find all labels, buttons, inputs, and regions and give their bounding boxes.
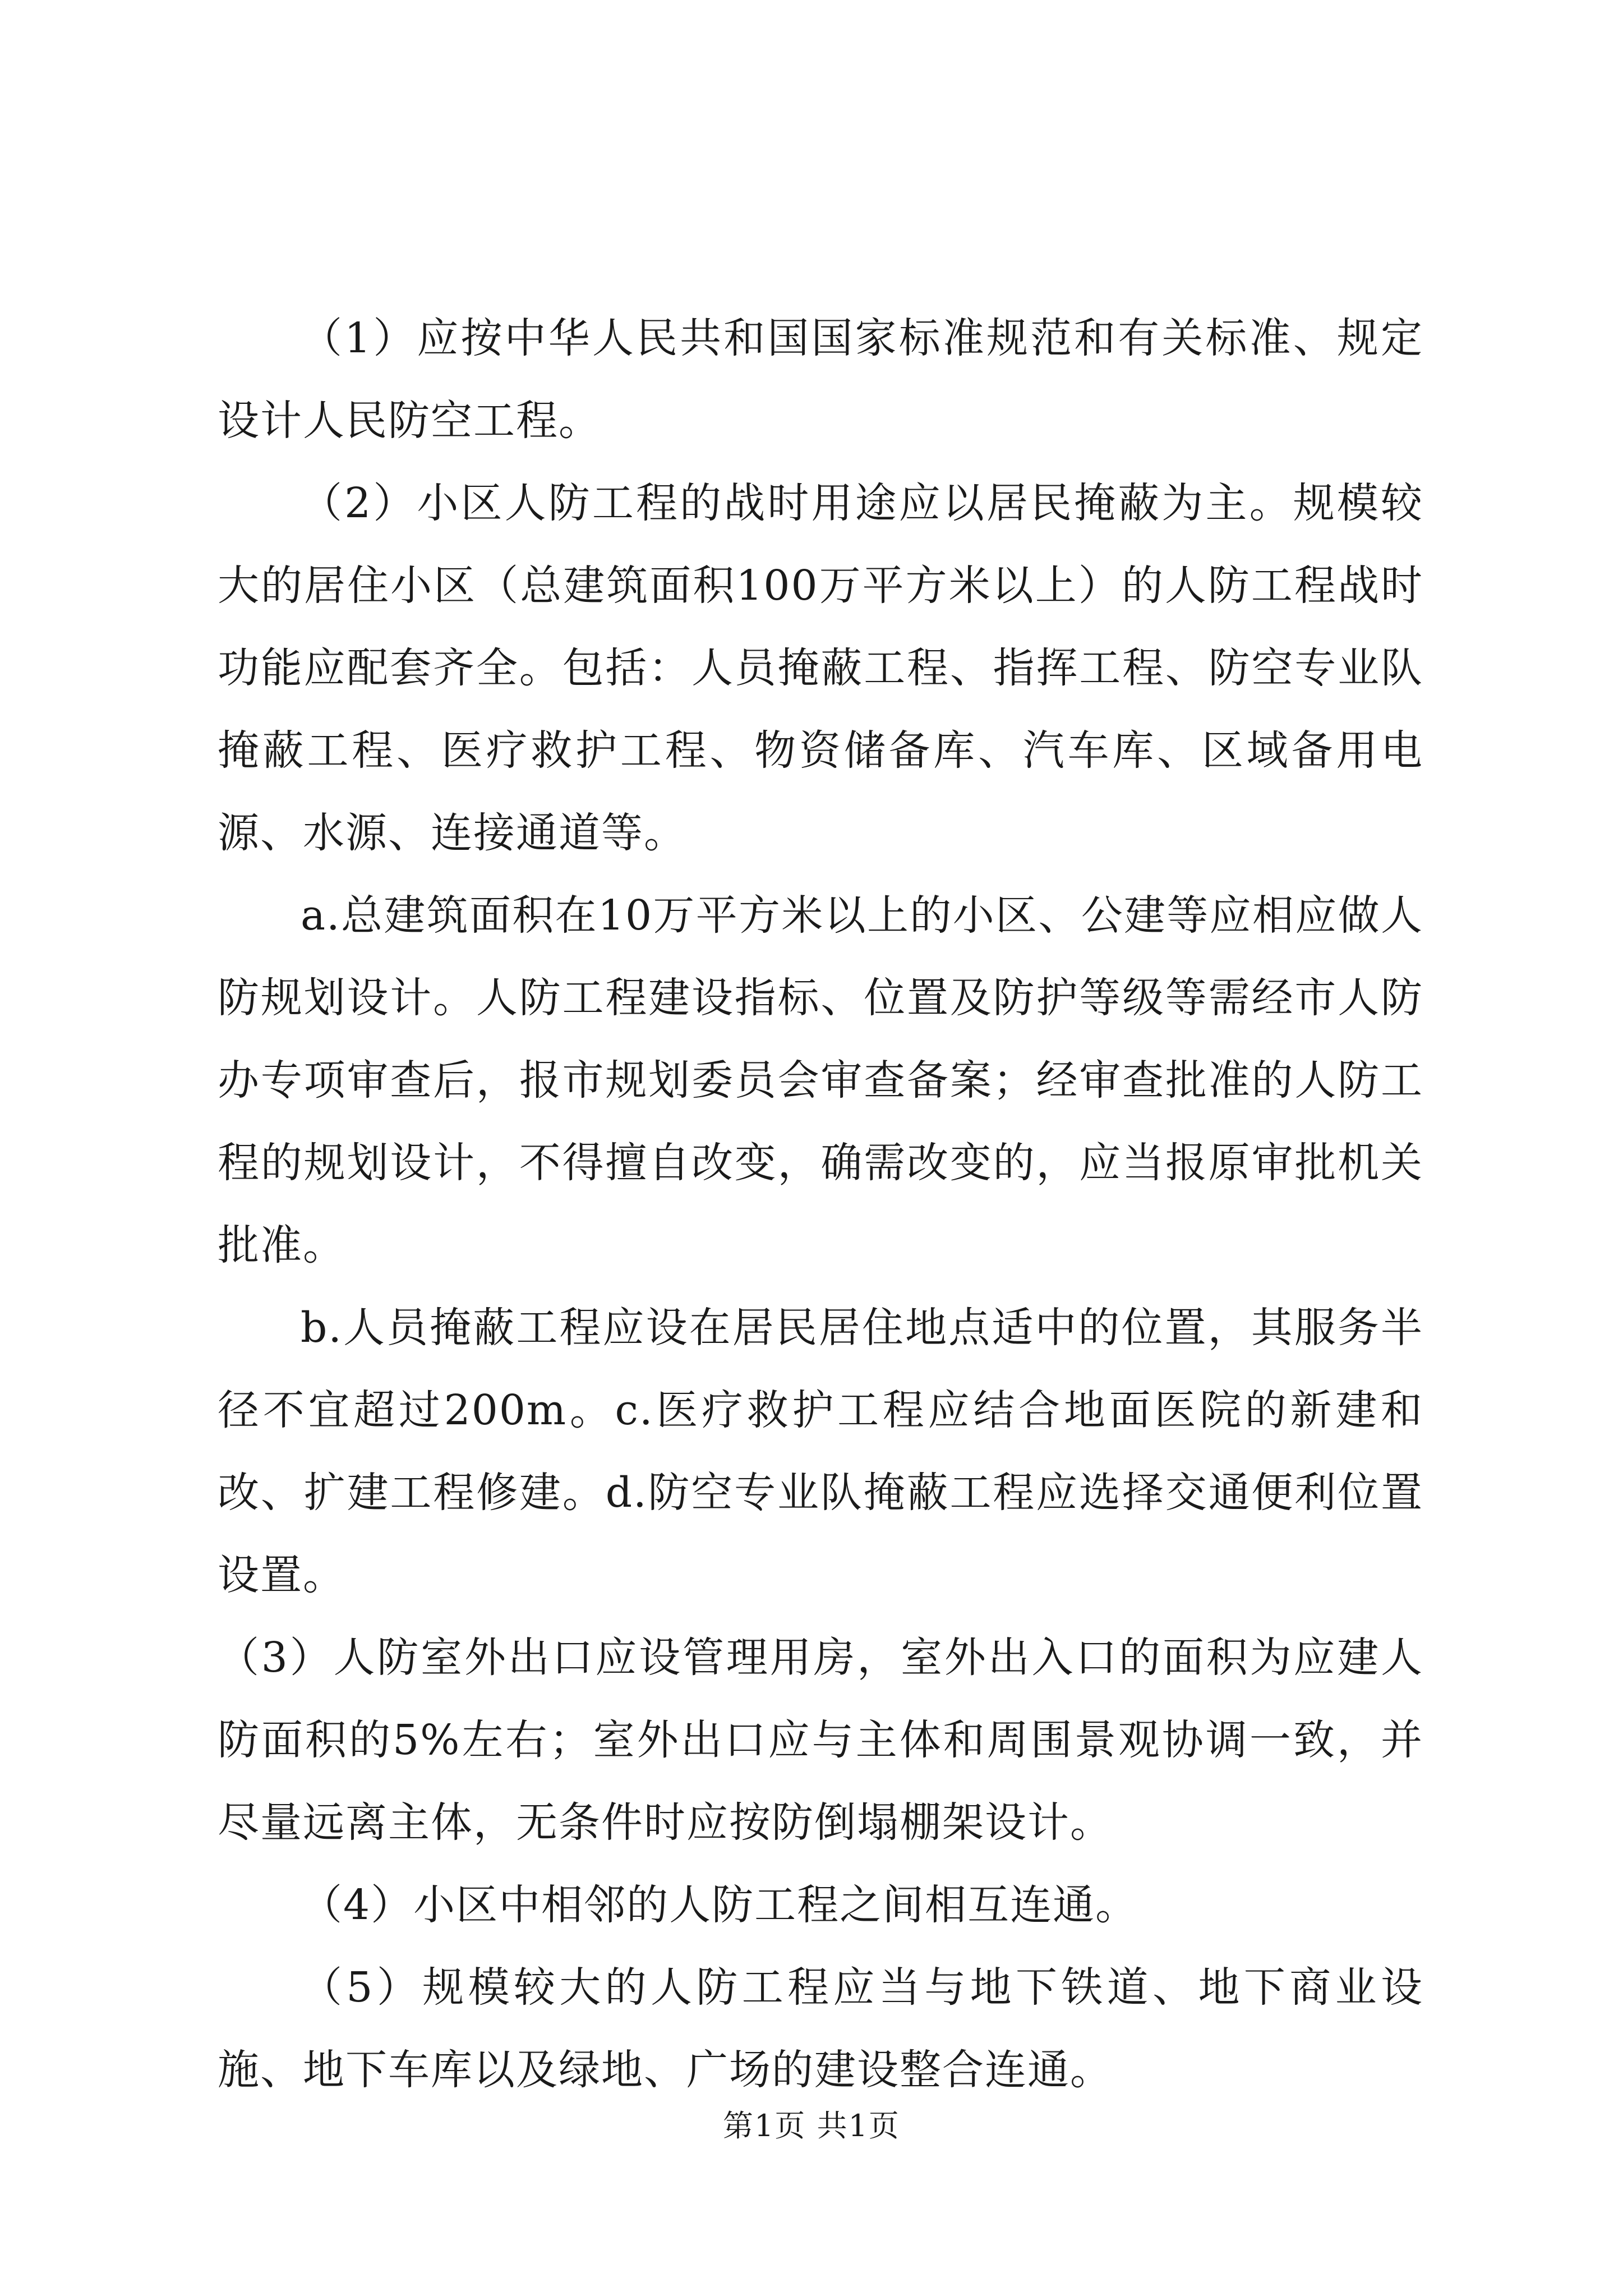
paragraph-1: （1）应按中华人民共和国国家标准规范和有关标准、规定设计人民防空工程。 xyxy=(218,314,1423,445)
paragraph-3: a.总建筑面积在10万平方米以上的小区、公建等应相应做人防规划设计。人防工程建设指标、位置及防护等级等需经市人防办专项审查后，报市规划委员会审查备案；经审查批准的人防工程的规划设计，不得擅自改变，确需改变的，应当报原审批机关批准。 xyxy=(218,891,1423,1269)
paragraph-4: b.人员掩蔽工程应设在居民居住地点适中的位置，其服务半径不宜超过200m。c.医疗救护工程应结合地面医院的新建和改、扩建工程修建。d.防空专业队掩蔽工程应选择交通便利位置设置。 xyxy=(218,1304,1423,1599)
page-number-label: 第1页 共1页 xyxy=(723,2108,900,2143)
paragraph-6: （4）小区中相邻的人防工程之间相互连通。 xyxy=(301,1881,1138,1929)
paragraph-5: （3）人防室外出口应设管理用房，室外出入口的面积为应建人防面积的5%左右；室外出口应与主体和周围景观协调一致，并尽量远离主体，无条件时应按防倒塌棚架设计。 xyxy=(218,1634,1423,1847)
paragraph-7: （5）规模较大的人防工程应当与地下铁道、地下商业设施、地下车库以及绿地、广场的建设整合连通。 xyxy=(218,1963,1423,2094)
document-body xyxy=(218,297,1423,2111)
paragraph-2: （2）小区人防工程的战时用途应以居民掩蔽为主。规模较大的居住小区（总建筑面积100万平方米以上）的人防工程战时功能应配套齐全。包括：人员掩蔽工程、指挥工程、防空专业队掩蔽工程、医疗救护工程、物资储备库、汽车库、区域备用电源、水源、连接通道等。 xyxy=(218,479,1423,857)
page-footer xyxy=(0,2106,1623,2146)
